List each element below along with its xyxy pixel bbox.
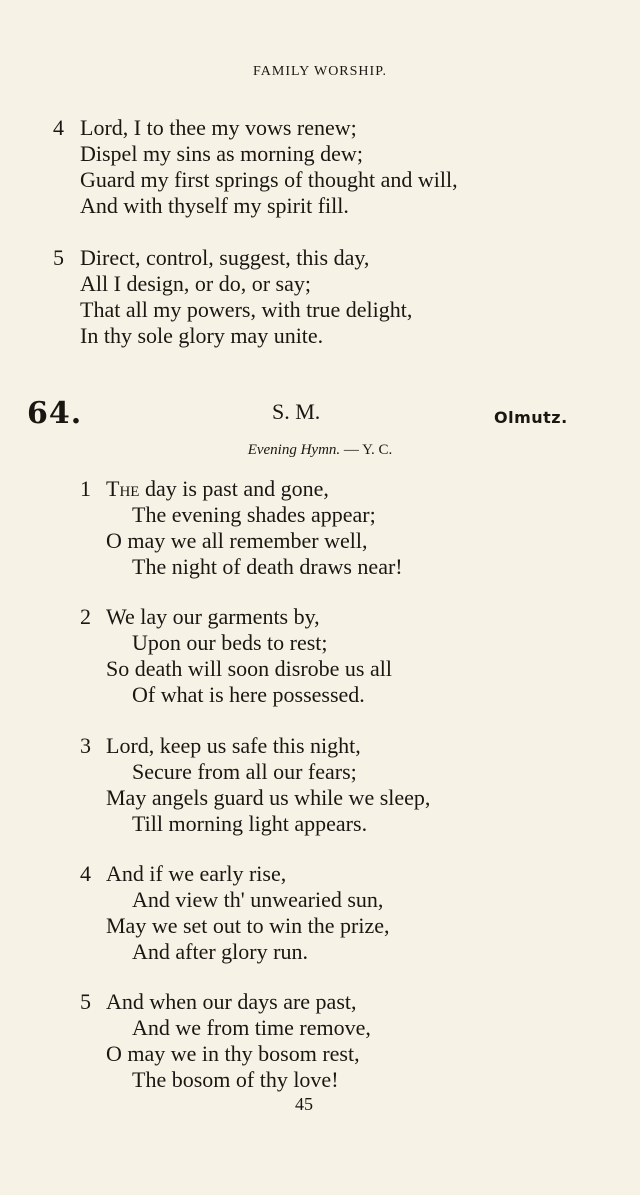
stanza-number: 5 (80, 989, 91, 1014)
stanza-number: 1 (80, 476, 91, 501)
stanza-number: 3 (80, 733, 91, 758)
verse-line: The evening shades appear; (132, 502, 376, 527)
verse-line: Lord, I to thee my vows renew; (80, 115, 357, 140)
verse-line: May angels guard us while we sleep, (106, 785, 431, 810)
hymn-meter: S. M. (272, 399, 321, 424)
verse-line: May we set out to win the prize, (106, 913, 390, 938)
verse-line: Guard my first springs of thought and will, (80, 167, 458, 192)
stanza-number: 4 (80, 861, 91, 886)
verse-line: Upon our beds to rest; (132, 630, 328, 655)
hymn-subtitle (0, 442, 640, 459)
verse-line (106, 476, 329, 502)
tune-name: Olmutz. (494, 408, 568, 427)
verse-line: And if we early rise, (106, 861, 287, 886)
verse-line: Till morning light appears. (132, 811, 368, 836)
verse-line: And after glory run. (132, 939, 308, 964)
verse-line: The night of death draws near! (132, 554, 403, 579)
subtitle-author: — Y. C. (343, 442, 393, 458)
verse-line: Lord, keep us safe this night, (106, 733, 361, 758)
verse-line: So death will soon disrobe us all (106, 656, 392, 681)
verse-line: O may we all remember well, (106, 528, 368, 553)
stanza-number: 5 (53, 245, 64, 270)
verse-line: We lay our garments by, (106, 604, 320, 629)
running-head: FAMILY WORSHIP. (253, 64, 387, 79)
verse-line: And view th' unwearied sun, (132, 887, 384, 912)
subtitle-title: Evening Hymn. (247, 442, 341, 458)
verse-line: And we from time remove, (132, 1015, 371, 1040)
verse-line-rest: day is past and gone, (139, 476, 329, 501)
stanza-number: 4 (53, 115, 64, 140)
verse-line: In thy sole glory may unite. (80, 323, 324, 348)
hymn-number: 64. (27, 396, 83, 431)
verse-line: Dispel my sins as morning dew; (80, 141, 363, 166)
verse-line: And with thyself my spirit fill. (80, 193, 349, 218)
verse-line: All I design, or do, or say; (80, 271, 311, 296)
verse-line: Secure from all our fears; (132, 759, 357, 784)
verse-line: Direct, control, suggest, this day, (80, 245, 370, 270)
page-number: 45 (295, 1094, 313, 1114)
first-word: The (106, 476, 140, 501)
verse-line: That all my powers, with true delight, (80, 297, 413, 322)
verse-line: O may we in thy bosom rest, (106, 1041, 360, 1066)
verse-line: The bosom of thy love! (132, 1067, 339, 1092)
stanza-number: 2 (80, 604, 91, 629)
verse-line: Of what is here possessed. (132, 682, 365, 707)
verse-line: And when our days are past, (106, 989, 357, 1014)
